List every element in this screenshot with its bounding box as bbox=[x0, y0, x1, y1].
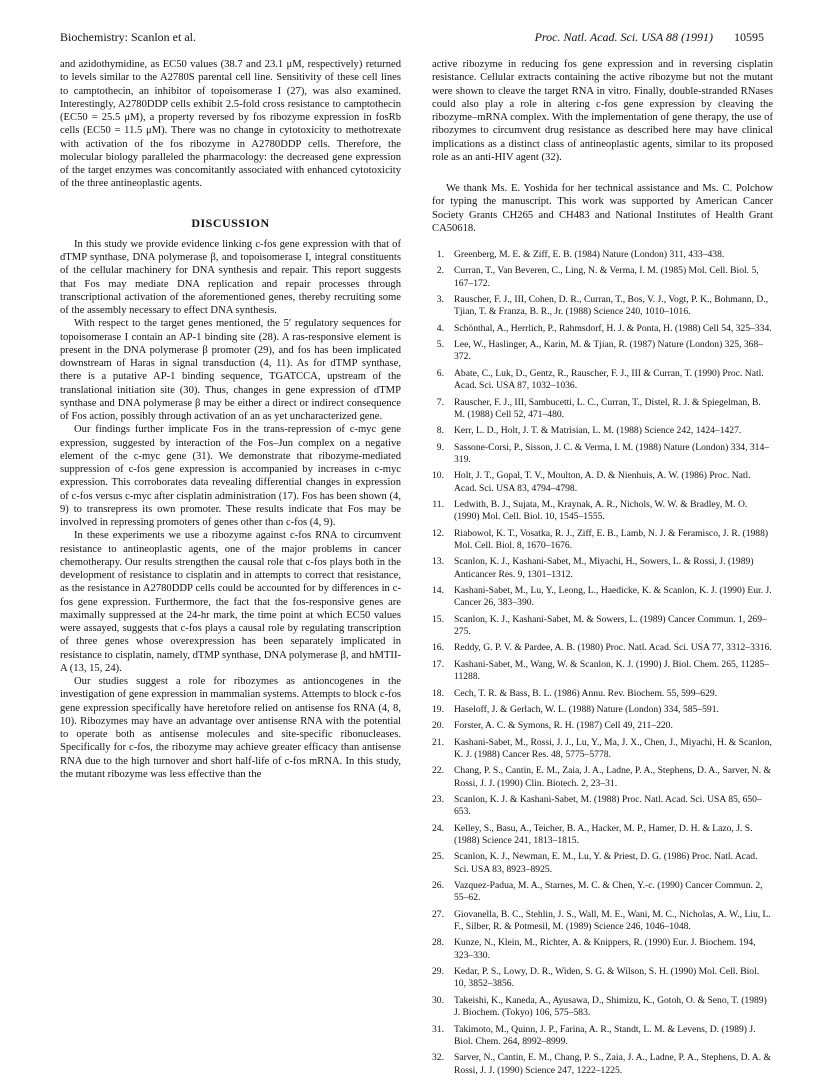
reference-number: 15. bbox=[432, 613, 444, 625]
reference-text: Giovanella, B. C., Stehlin, J. S., Wall, M. E., Wani, M. C., Nicholas, A. W., Liu, L. F., Silber, R. & Potmesil, M. (1989) Science 246, 1046–1048. bbox=[454, 908, 771, 933]
reference-number: 32. bbox=[432, 1052, 444, 1064]
reference-text: Lee, W., Haslinger, A., Karin, M. & Tjian, R. (1987) Nature (London) 325, 368–372. bbox=[454, 339, 764, 363]
reference-number: 28. bbox=[432, 937, 444, 949]
reference-number: 22. bbox=[432, 765, 444, 777]
reference-number: 21. bbox=[432, 736, 444, 748]
reference-number: 31. bbox=[432, 1023, 444, 1035]
reference-number: 5. bbox=[436, 339, 444, 351]
reference-text: Schönthal, A., Herrlich, P., Rahmsdorf, H. J. & Ponta, H. (1988) Cell 54, 325–334. bbox=[454, 322, 772, 334]
reference-item bbox=[432, 249, 773, 261]
reference-text: Takeishi, K., Kaneda, A., Ayusawa, D., Shimizu, K., Gotoh, O. & Seno, T. (1989) J. Biochem. (Tokyo) 106, 575–583. bbox=[454, 994, 767, 1019]
reference-text: Curran, T., Van Beveren, C., Ling, N. & Verma, I. M. (1985) Mol. Cell. Biol. 5, 167–172. bbox=[454, 265, 759, 289]
reference-number: 20. bbox=[432, 720, 444, 732]
reference-number: 2. bbox=[436, 265, 444, 277]
discussion-paragraph-4: In these experiments we use a ribozyme against c-fos RNA to circumvent resistance to antineoplastic agents, one of the major problems in cancer chemotherapy. Our results strengthen the causal role that c-fos plays both in the development of resistance to cisplatin and in attempts to correct that resistance, as the resistance in A2780DDP cells could be accounted for by differences in c-fos gene expression. Furthermore, the fact that the fos-responsive genes are maximally suppressed at the 24-hr mark, the time point at which EC50 values were assayed, suggests that c-fos plays a causal role by regulating transcription of three genes whose overexpression has been separately implicated in resistance to cisplatin, namely, dTMP synthase, DNA polymerase β, and hMTII-A (13, 15, 24). bbox=[60, 530, 401, 674]
reference-text: Kashani-Sabet, M., Wang, W. & Scanlon, K. J. (1990) J. Biol. Chem. 265, 11285–11288. bbox=[454, 658, 770, 683]
reference-text: Takimoto, M., Quinn, J. P., Farina, A. R., Standt, L. M. & Levens, D. (1989) J. Biol. Chem. 264, 8992–8999. bbox=[454, 1023, 756, 1047]
reference-number: 14. bbox=[432, 585, 444, 597]
reference-item bbox=[432, 688, 773, 700]
reference-text: Scanlon, K. J., Kashani-Sabet, M., Miyachi, H., Sowers, L. & Rossi, J. (1989) Anticancer Res. 9, 1301–1312. bbox=[454, 556, 754, 580]
reference-text: Riabowol, K. T., Vosatka, R. J., Ziff, E. B., Lamb, N. J. & Feramisco, J. R. (1988) Mol. Cell. Biol. 8, 1670–1676. bbox=[454, 527, 769, 551]
left-column bbox=[60, 58, 401, 781]
reference-number: 3. bbox=[436, 294, 444, 306]
reference-text: Chang, P. S., Cantin, E. M., Zaia, J. A., Ladne, P. A., Stephens, D. A., Sarver, N. & Rossi, J. J. (1990) Clin. Biotech. 2, 23–31. bbox=[454, 765, 771, 789]
reference-number: 10. bbox=[432, 470, 444, 482]
discussion-paragraph-end: active ribozyme in reducing fos gene expression and in reversing cisplatin resistance. Cellular extracts containing the active ribozyme but not the mutant were shown to cleave the target RNA in vitro. Finally, double-stranded RNases could also play a role in altering c-fos gene expression by cleaving the ribozyme–mRNA complex. With the implementation of gene therapy, the use of ribozymes to circumvent drug resistance as described here may have clinical implications as a distinct class of antineoplastic agents, similar to its proposed role as an anti-HIV agent (32). bbox=[432, 59, 773, 163]
discussion-paragraph-1: In this study we provide evidence linking c-fos gene expression with that of dTMP synthase, DNA polymerase β, and topoisomerase I, integral constituents of the cellular machinery for DNA synthesis and repair. This report suggests that Fos may mediate DNA replication and repair processes through transcriptional activation of the aforementioned genes, thereby recruiting some of the assembly necessary to effect DNA synthesis. bbox=[60, 238, 401, 316]
reference-item bbox=[432, 425, 773, 437]
reference-item bbox=[432, 585, 773, 610]
reference-number: 8. bbox=[436, 425, 444, 437]
reference-text: Vazquez-Padua, M. A., Starnes, M. C. & Chen, Y.-c. (1990) Cancer Commun. 2, 55–62. bbox=[454, 880, 763, 904]
reference-number: 6. bbox=[436, 367, 444, 379]
reference-number: 29. bbox=[432, 966, 444, 978]
reference-item bbox=[432, 556, 773, 581]
reference-number: 4. bbox=[436, 322, 444, 334]
reference-item bbox=[432, 704, 773, 716]
running-header-right bbox=[535, 30, 764, 45]
reference-text: Greenberg, M. E. & Ziff, E. B. (1984) Nature (London) 311, 433–438. bbox=[454, 249, 725, 260]
reference-text: Sarver, N., Cantin, E. M., Chang, P. S., Zaia, J. A., Ladne, P. A., Stephens, D. A. & Rossi, J. J. (1990) Science 247, 1222–1225. bbox=[454, 1052, 771, 1076]
reference-number: 24. bbox=[432, 822, 444, 834]
reference-item bbox=[432, 397, 773, 422]
reference-text: Sassone-Corsi, P., Sisson, J. C. & Verma, I. M. (1988) Nature (London) 334, 314–319. bbox=[454, 441, 770, 465]
reference-text: Kelley, S., Basu, A., Teicher, B. A., Hacker, M. P., Hamer, D. H. & Lazo, J. S. (1988) Science 241, 1813–1815. bbox=[454, 822, 753, 847]
reference-item bbox=[432, 265, 773, 290]
reference-item bbox=[432, 737, 773, 762]
reference-item bbox=[432, 995, 773, 1020]
reference-text: Scanlon, K. J., Newman, E. M., Lu, Y. & Priest, D. G. (1986) Proc. Natl. Acad. Sci. USA 83, 8923–8925. bbox=[454, 851, 758, 875]
reference-number: 11. bbox=[432, 498, 444, 510]
reference-item bbox=[432, 323, 773, 335]
reference-item bbox=[432, 470, 773, 495]
reference-text: Rauscher, F. J., III, Cohen, D. R., Curran, T., Bos, V. J., Vogt, P. K., Bohmann, D., Tjian, T. & Franza, B. R., Jr. (1988) Science 240, 1010–1016. bbox=[454, 294, 769, 318]
reference-item bbox=[432, 937, 773, 962]
reference-item bbox=[432, 659, 773, 684]
page-number: 10595 bbox=[734, 30, 764, 44]
reference-text: Abate, C., Luk, D., Gentz, R., Rauscher, F. J., III & Curran, T. (1990) Proc. Natl. Acad. Sci. USA 87, 1032–1036. bbox=[454, 367, 764, 392]
right-column bbox=[432, 58, 773, 1081]
reference-item bbox=[432, 442, 773, 467]
reference-text: Haseloff, J. & Gerlach, W. L. (1988) Nature (London) 334, 585–591. bbox=[454, 703, 719, 715]
reference-text: Forster, A. C. & Symons, R. H. (1987) Cell 49, 211–220. bbox=[454, 720, 673, 732]
section-heading: DISCUSSION bbox=[191, 215, 270, 230]
reference-text: Holt, J. T., Gopal, T. V., Moulton, A. D. & Nienhuis, A. W. (1986) Proc. Natl. Acad. Sci. USA 83, 4794–4798. bbox=[454, 470, 751, 494]
reference-text: Reddy, G. P. V. & Pardee, A. B. (1980) Proc. Natl. Acad. Sci. USA 77, 3312–3316. bbox=[454, 642, 772, 654]
journal-citation: Proc. Natl. Acad. Sci. USA 88 (1991) bbox=[534, 30, 713, 44]
reference-item bbox=[432, 966, 773, 991]
discussion-paragraph-2: With respect to the target genes mentioned, the 5′ regulatory sequences for topoisomerase I contain an AP-1 binding site (28). A ras-responsive element is present in the DNA polymerase β promoter (29), and fos has been implicated downstream of Haras in signal transduction (4, 11). As for dTMP synthase, there is a putative AP-1 binding sequence, TGATCCA, upstream of the translational initiation site (30). Thus, changes in gene expression of dTMP synthase and DNA polymerase β may be either a direct or indirect consequence of Fos action, possibly through activation of an as yet uncharacterized gene. bbox=[60, 318, 401, 422]
reference-list bbox=[432, 249, 773, 1077]
reference-item bbox=[432, 720, 773, 732]
running-header-left: Biochemistry: Scanlon et al. bbox=[60, 30, 196, 44]
reference-item bbox=[432, 909, 773, 934]
reference-item bbox=[432, 823, 773, 848]
reference-item bbox=[432, 1024, 773, 1049]
reference-number: 23. bbox=[432, 794, 444, 806]
reference-item bbox=[432, 851, 773, 876]
reference-number: 13. bbox=[432, 556, 444, 568]
reference-item bbox=[432, 1052, 773, 1077]
reference-item bbox=[432, 528, 773, 553]
reference-number: 30. bbox=[432, 994, 444, 1006]
reference-text: Scanlon, K. J., Kashani-Sabet, M. & Sowers, L. (1989) Cancer Commun. 1, 269–275. bbox=[454, 613, 767, 638]
reference-text: Kashani-Sabet, M., Lu, Y., Leong, L., Haedicke, K. & Scanlon, K. J. (1990) Eur. J. Cancer 26, 383–390. bbox=[454, 585, 772, 609]
reference-item bbox=[432, 614, 773, 639]
reference-text: Scanlon, K. J. & Kashani-Sabet, M. (1988) Proc. Natl. Acad. Sci. USA 85, 650–653. bbox=[454, 794, 762, 818]
reference-item bbox=[432, 499, 773, 524]
results-paragraph-end: and azidothymidine, as EC50 values (38.7 and 23.1 μM, respectively) returned to levels similar to the A2780S parental cell line. Sensitivity of these cell lines to camptothecin, an inhibitor of topoisomerase I (27), was also examined. Interestingly, A2780DDP cells exhibit 2.5-fold cross resistance to camptothecin (EC50 = 25.5 μM), a property reversed by fos ribozyme expression in fosRb cells (EC50 = 11.5 μM). There was no change in cytotoxicity to methotrexate with activation of the fos ribozyme in A2780DDP cells. Therefore, the molecular biology paralleled the pharmacology: the decreased gene expression of the target enzymes was concomitantly associated with enhanced cytotoxicity of the three antineoplastic agents. bbox=[60, 59, 401, 190]
reference-text: Ledwith, B. J., Sujata, M., Kraynak, A. R., Nichols, W. W. & Bradley, M. O. (1990) Mol. Cell. Biol. 10, 1545–1555. bbox=[454, 498, 748, 523]
reference-item bbox=[432, 642, 773, 654]
reference-number: 17. bbox=[432, 658, 444, 670]
reference-item bbox=[432, 880, 773, 905]
reference-text: Rauscher, F. J., III, Sambucetti, L. C., Curran, T., Distel, R. J. & Spiegelman, B. M. (1988) Cell 52, 471–480. bbox=[454, 396, 761, 420]
discussion-paragraph-3: Our findings further implicate Fos in the trans-repression of c-myc gene expression, suggested by interaction of the Fos–Jun complex on a negative element of the c-myc gene (31). We demonstrate that ribozyme-mediated suppression of c-fos gene expression is accompanied by increases in c-myc expression. This corroborates data revealing differential changes in expression of c-fos versus c-myc after cisplatin administration (17). Fos has been shown (4, 9) to transrepress its own promoter. These results indicate that Fos may be involved in repressing promoters of genes other than c-fos (4, 9). bbox=[60, 424, 401, 528]
reference-text: Cech, T. R. & Bass, B. L. (1986) Annu. Rev. Biochem. 55, 599–629. bbox=[454, 687, 718, 699]
reference-text: Kedar, P. S., Lowy, D. R., Widen, S. G. & Wilson, S. H. (1990) Mol. Cell. Biol. 10, 3852–3856. bbox=[454, 966, 760, 990]
reference-item bbox=[432, 368, 773, 393]
reference-number: 27. bbox=[432, 908, 444, 920]
reference-number: 18. bbox=[432, 687, 444, 699]
reference-number: 1. bbox=[436, 249, 444, 260]
reference-number: 19. bbox=[432, 703, 444, 715]
reference-item bbox=[432, 339, 773, 364]
reference-item bbox=[432, 794, 773, 819]
reference-number: 7. bbox=[436, 396, 444, 408]
reference-text: Kunze, N., Klein, M., Richter, A. & Knippers, R. (1990) Eur. J. Biochem. 194, 323–330. bbox=[454, 937, 756, 961]
reference-number: 16. bbox=[432, 642, 444, 654]
reference-number: 12. bbox=[432, 527, 444, 539]
reference-number: 26. bbox=[432, 880, 444, 892]
acknowledgments: We thank Ms. E. Yoshida for her technical assistance and Ms. C. Polchow for typing the manuscript. This work was supported by American Cancer Society Grants CH265 and CH483 and National Institutes of Health Grant CA50618. bbox=[432, 183, 773, 234]
discussion-paragraph-5: Our studies suggest a role for ribozymes as antioncogenes in the investigation of gene expression in mammalian systems. Attempts to block c-fos gene expression specifically have heretofore relied on antisense fos RNA (4, 8, 10). Ribozymes may have an advantage over antisense RNA with the potential to operate both as antisense molecules and site-specific ribonucleases. Specifically for c-fos, the ribozyme may achieve greater efficacy than antisense RNA due to the high turnover and short half-life of c-fos mRNA. In this study, the mutant ribozyme was less effective than the bbox=[60, 676, 402, 780]
reference-number: 25. bbox=[432, 851, 444, 863]
reference-text: Kerr, L. D., Holt, J. T. & Matrisian, L. M. (1988) Science 242, 1424–1427. bbox=[454, 425, 742, 437]
reference-item bbox=[432, 765, 773, 790]
reference-text: Kashani-Sabet, M., Rossi, J. J., Lu, Y., Ma, J. X., Chen, J., Miyachi, H. & Scanlon, K. J. (1988) Cancer Res. 48, 5775–5778. bbox=[454, 736, 772, 760]
reference-item bbox=[432, 294, 773, 319]
reference-number: 9. bbox=[436, 441, 444, 453]
